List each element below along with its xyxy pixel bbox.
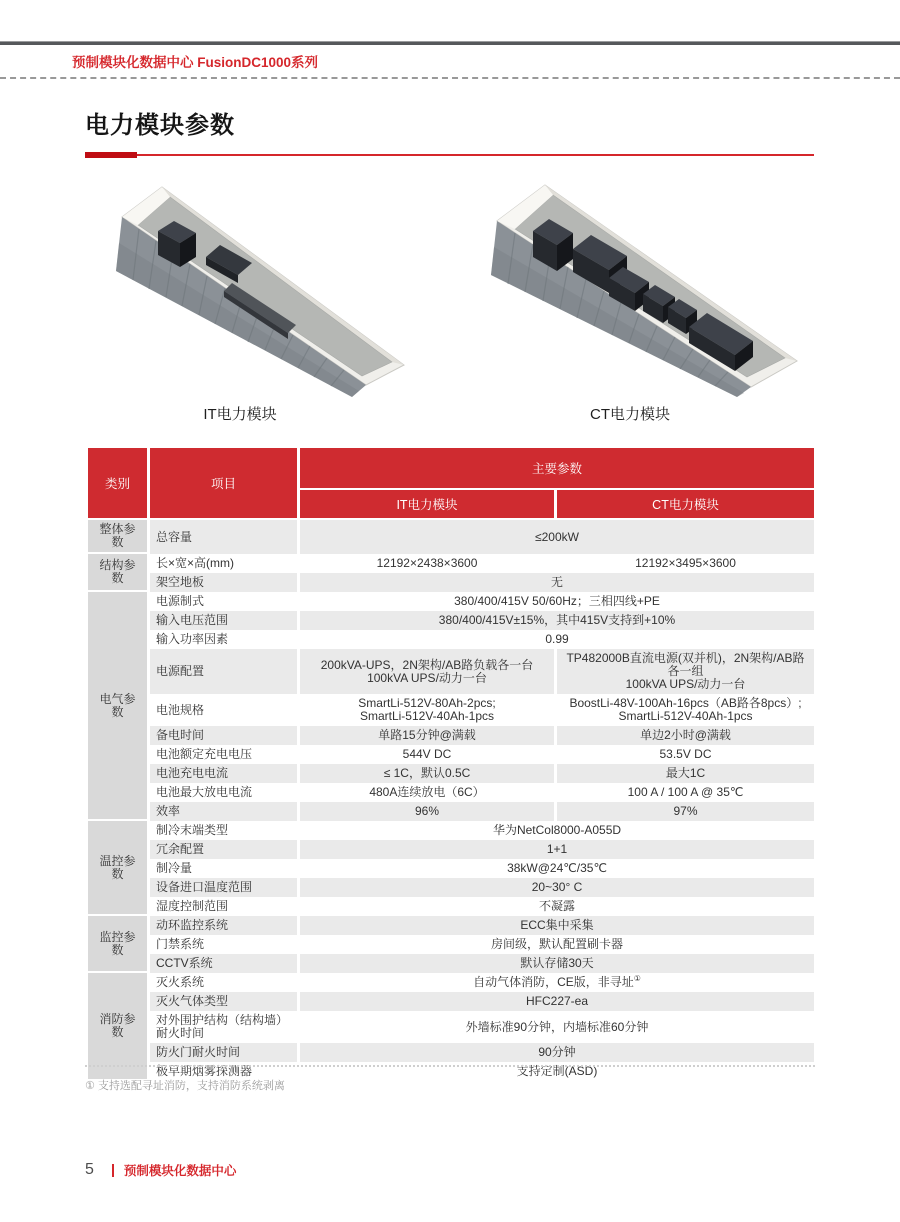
item-cell: 设备进口温度范围 [150, 878, 300, 897]
value-cell-it: 96% [300, 802, 557, 821]
value-cell-ct: 12192×3495×3600 [557, 554, 814, 573]
category-cell: 整体参数 [88, 520, 150, 554]
item-cell: CCTV系统 [150, 954, 300, 973]
item-cell: 电池额定充电电压 [150, 745, 300, 764]
table-row [88, 916, 814, 935]
item-cell: 总容量 [150, 520, 300, 554]
value-cell-it: 480A连续放电（6C） [300, 783, 557, 802]
value-cell-merged: ECC集中采集 [300, 916, 814, 935]
category-cell: 消防参数 [88, 973, 150, 1081]
col-header-item: 项目 [150, 448, 300, 520]
page-title: 电力模块参数 [85, 112, 235, 139]
item-cell: 电池最大放电电流 [150, 783, 300, 802]
item-cell: 电源配置 [150, 649, 300, 694]
value-cell-merged: 1+1 [300, 840, 814, 859]
header-dashed-divider [0, 77, 900, 79]
item-cell: 冗余配置 [150, 840, 300, 859]
item-cell: 长×宽×高(mm) [150, 554, 300, 573]
page-footer [85, 1161, 236, 1179]
page-number: 5 [85, 1161, 94, 1178]
table-row [88, 840, 814, 859]
table-row [88, 783, 814, 802]
value-cell-merged: 90分钟 [300, 1043, 814, 1062]
table-row [88, 1043, 814, 1062]
title-underline [85, 152, 814, 158]
item-cell: 电源制式 [150, 592, 300, 611]
table-row [88, 592, 814, 611]
table-row [88, 973, 814, 992]
value-cell-ct: 单边2小时@满载 [557, 726, 814, 745]
table-header-row-1 [88, 448, 814, 490]
table-row [88, 630, 814, 649]
table-row [88, 611, 814, 630]
item-cell: 灭火气体类型 [150, 992, 300, 1011]
value-cell-merged: ≤200kW [300, 520, 814, 554]
value-cell-merged: HFC227-ea [300, 992, 814, 1011]
value-cell-it: 单路15分钟@满载 [300, 726, 557, 745]
table-row [88, 859, 814, 878]
table-row [88, 745, 814, 764]
table-row [88, 821, 814, 840]
item-cell: 极早期烟雾探测器 [150, 1062, 300, 1081]
item-cell: 输入功率因素 [150, 630, 300, 649]
value-cell-merged: 自动气体消防，CE版，非寻址① [300, 973, 814, 992]
item-cell: 输入电压范围 [150, 611, 300, 630]
value-cell-merged: 380/400/415V 50/60Hz；三相四线+PE [300, 592, 814, 611]
item-cell: 湿度控制范围 [150, 897, 300, 916]
value-cell-ct: 最大1C [557, 764, 814, 783]
category-cell: 电气参数 [88, 592, 150, 821]
item-cell: 制冷量 [150, 859, 300, 878]
ct-module-caption: CT电力模块 [590, 406, 670, 423]
item-cell: 制冷末端类型 [150, 821, 300, 840]
value-cell-merged: 默认存储30天 [300, 954, 814, 973]
table-row [88, 520, 814, 554]
item-cell: 灭火系统 [150, 973, 300, 992]
it-module-caption: IT电力模块 [203, 406, 277, 423]
category-cell: 温控参数 [88, 821, 150, 916]
value-cell-merged: 38kW@24℃/35℃ [300, 859, 814, 878]
item-cell: 架空地板 [150, 573, 300, 592]
item-cell: 效率 [150, 802, 300, 821]
table-row [88, 1011, 814, 1043]
title-underline-thick [85, 152, 137, 158]
it-module-image [104, 183, 449, 403]
value-cell-merged: 房间级，默认配置刷卡器 [300, 935, 814, 954]
col-header-ct-module: CT电力模块 [557, 490, 814, 520]
table-row [88, 935, 814, 954]
footer-separator [112, 1164, 114, 1177]
table-row [88, 649, 814, 694]
footnote: ① 支持选配寻址消防，支持消防系统剥离 [85, 1080, 285, 1092]
value-cell-ct: 100 A / 100 A @ 35℃ [557, 783, 814, 802]
item-cell: 动环监控系统 [150, 916, 300, 935]
top-bar [0, 41, 900, 45]
col-header-category: 类别 [88, 448, 150, 520]
value-cell-merged: 外墙标准90分钟，内墙标准60分钟 [300, 1011, 814, 1043]
table-row [88, 764, 814, 783]
item-cell: 电池充电电流 [150, 764, 300, 783]
item-cell: 门禁系统 [150, 935, 300, 954]
table-row [88, 897, 814, 916]
title-underline-thin [85, 154, 814, 156]
table-row [88, 694, 814, 726]
item-cell: 电池规格 [150, 694, 300, 726]
category-cell: 结构参数 [88, 554, 150, 592]
item-cell: 防火门耐火时间 [150, 1043, 300, 1062]
col-header-main: 主要参数 [300, 448, 814, 490]
table-row [88, 573, 814, 592]
value-cell-ct: 97% [557, 802, 814, 821]
footer-doc-title: 预制模块化数据中心 [123, 1164, 237, 1178]
value-cell-ct: BoostLi-48V-100Ah-16pcs（AB路各8pcs）; SmartLi-512V-40Ah-1pcs [557, 694, 814, 726]
breadcrumb: 预制模块化数据中心 FusionDC1000系列 [72, 55, 319, 70]
value-cell-merged: 华为NetCol8000-A055D [300, 821, 814, 840]
value-cell-merged: 20~30° C [300, 878, 814, 897]
category-cell: 监控参数 [88, 916, 150, 973]
value-cell-ct: 53.5V DC [557, 745, 814, 764]
value-cell-it: SmartLi-512V-80Ah-2pcs; SmartLi-512V-40Ah-1pcs [300, 694, 557, 726]
value-cell-it: 12192×2438×3600 [300, 554, 557, 573]
item-cell: 备电时间 [150, 726, 300, 745]
table-row [88, 992, 814, 1011]
spec-table [88, 448, 814, 1081]
item-cell: 对外围护结构（结构墙）耐火时间 [150, 1011, 300, 1043]
value-cell-merged: 无 [300, 573, 814, 592]
value-cell-merged: 支持定制(ASD) [300, 1062, 814, 1081]
table-row [88, 954, 814, 973]
table-row [88, 802, 814, 821]
table-row [88, 878, 814, 897]
table-row [88, 726, 814, 745]
value-cell-merged: 0.99 [300, 630, 814, 649]
table-row [88, 554, 814, 573]
value-cell-it: 544V DC [300, 745, 557, 764]
footnote-divider [85, 1065, 815, 1067]
value-cell-ct: TP482000B直流电源(双并机)，2N架构/AB路各一组 100kVA UPS/动力一台 [557, 649, 814, 694]
ct-module-image [483, 183, 828, 403]
value-cell-merged: 不凝露 [300, 897, 814, 916]
value-cell-it: 200kVA-UPS，2N架构/AB路负载各一台 100kVA UPS/动力一台 [300, 649, 557, 694]
value-cell-it: ≤ 1C，默认0.5C [300, 764, 557, 783]
col-header-it-module: IT电力模块 [300, 490, 557, 520]
value-cell-merged: 380/400/415V±15%，其中415V支持到+10% [300, 611, 814, 630]
